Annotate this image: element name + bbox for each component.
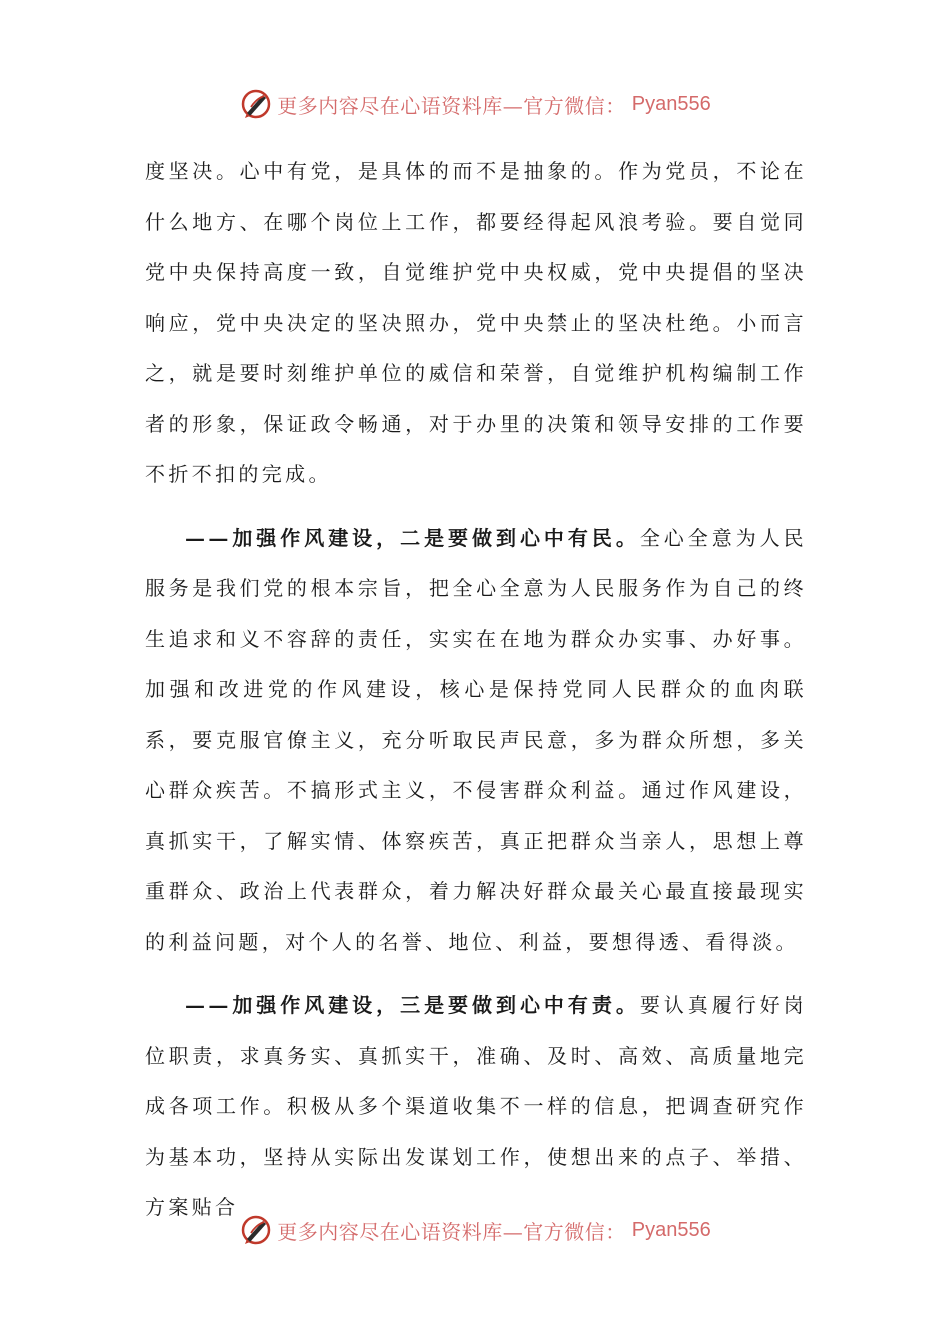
paragraph-2 — [145, 513, 807, 968]
footer-banner-text: 更多内容尽在心语资料库—官方微信： — [277, 1219, 626, 1244]
pen-logo-icon — [239, 87, 273, 121]
footer-wechat-id: Pyan556 — [631, 1218, 711, 1241]
document-body — [145, 146, 807, 1246]
paragraph-2-heading: ——加强作风建设，二是要做到心中有民。 — [185, 525, 640, 550]
paragraph-1-body: 度坚决。心中有党，是具体的而不是抽象的。作为党员，不论在什么地方、在哪个岗位上工作，都要经得起风浪考验。要自觉同党中央保持高度一致，自觉维护党中央权威，党中央提倡的坚决响应，党中央决定的坚决照办，党中央禁止的坚决杜绝。小而言之，就是要时刻维护单位的威信和荣誉，自觉维护机构编制工作者的形象，保证政令畅通，对于办里的决策和领导安排的工作要不折不扣的完成。 — [145, 159, 807, 486]
paragraph-3-heading: ——加强作风建设，三是要做到心中有责。 — [185, 993, 640, 1017]
pen-logo-icon — [239, 1213, 273, 1247]
footer-banner-inner — [239, 1213, 710, 1247]
header-banner-text: 更多内容尽在心语资料库—官方微信： — [277, 93, 626, 118]
paragraph-2-body: 全心全意为人民服务是我们党的根本宗旨，把全心全意为人民服务作为自己的终生追求和义不容辞的责任，实实在在地为群众办实事、办好事。加强和改进党的作风建设，核心是保持党同人民群众的血肉联系，要克服官僚主义，充分听取民声民意，多为群众所想，多关心群众疾苦。不搞形式主义，不侵害群众利益。通过作风建设，真抓实干，了解实情、体察疾苦，真正把群众当亲人，思想上尊重群众、政治上代表群众，着力解决好群众最关心最直接最现实的利益问题，对个人的名誉、地位、利益，要想得透、看得淡。 — [145, 525, 808, 954]
paragraph-1 — [145, 146, 807, 500]
paragraph-3 — [145, 980, 807, 1233]
paragraph-3-body: 要认真履行好岗位职责，求真务实、真抓实干，准确、及时、高效、高质量地完成各项工作。积极从多个渠道收集不一样的信息，把调查研究作为基本功，坚持从实际出发谋划工作，使想出来的点子、举措、方案贴合 — [145, 993, 808, 1219]
header-banner-inner — [239, 87, 710, 121]
header-banner — [0, 84, 950, 124]
header-wechat-id: Pyan556 — [631, 92, 711, 115]
footer-banner — [0, 1210, 950, 1250]
